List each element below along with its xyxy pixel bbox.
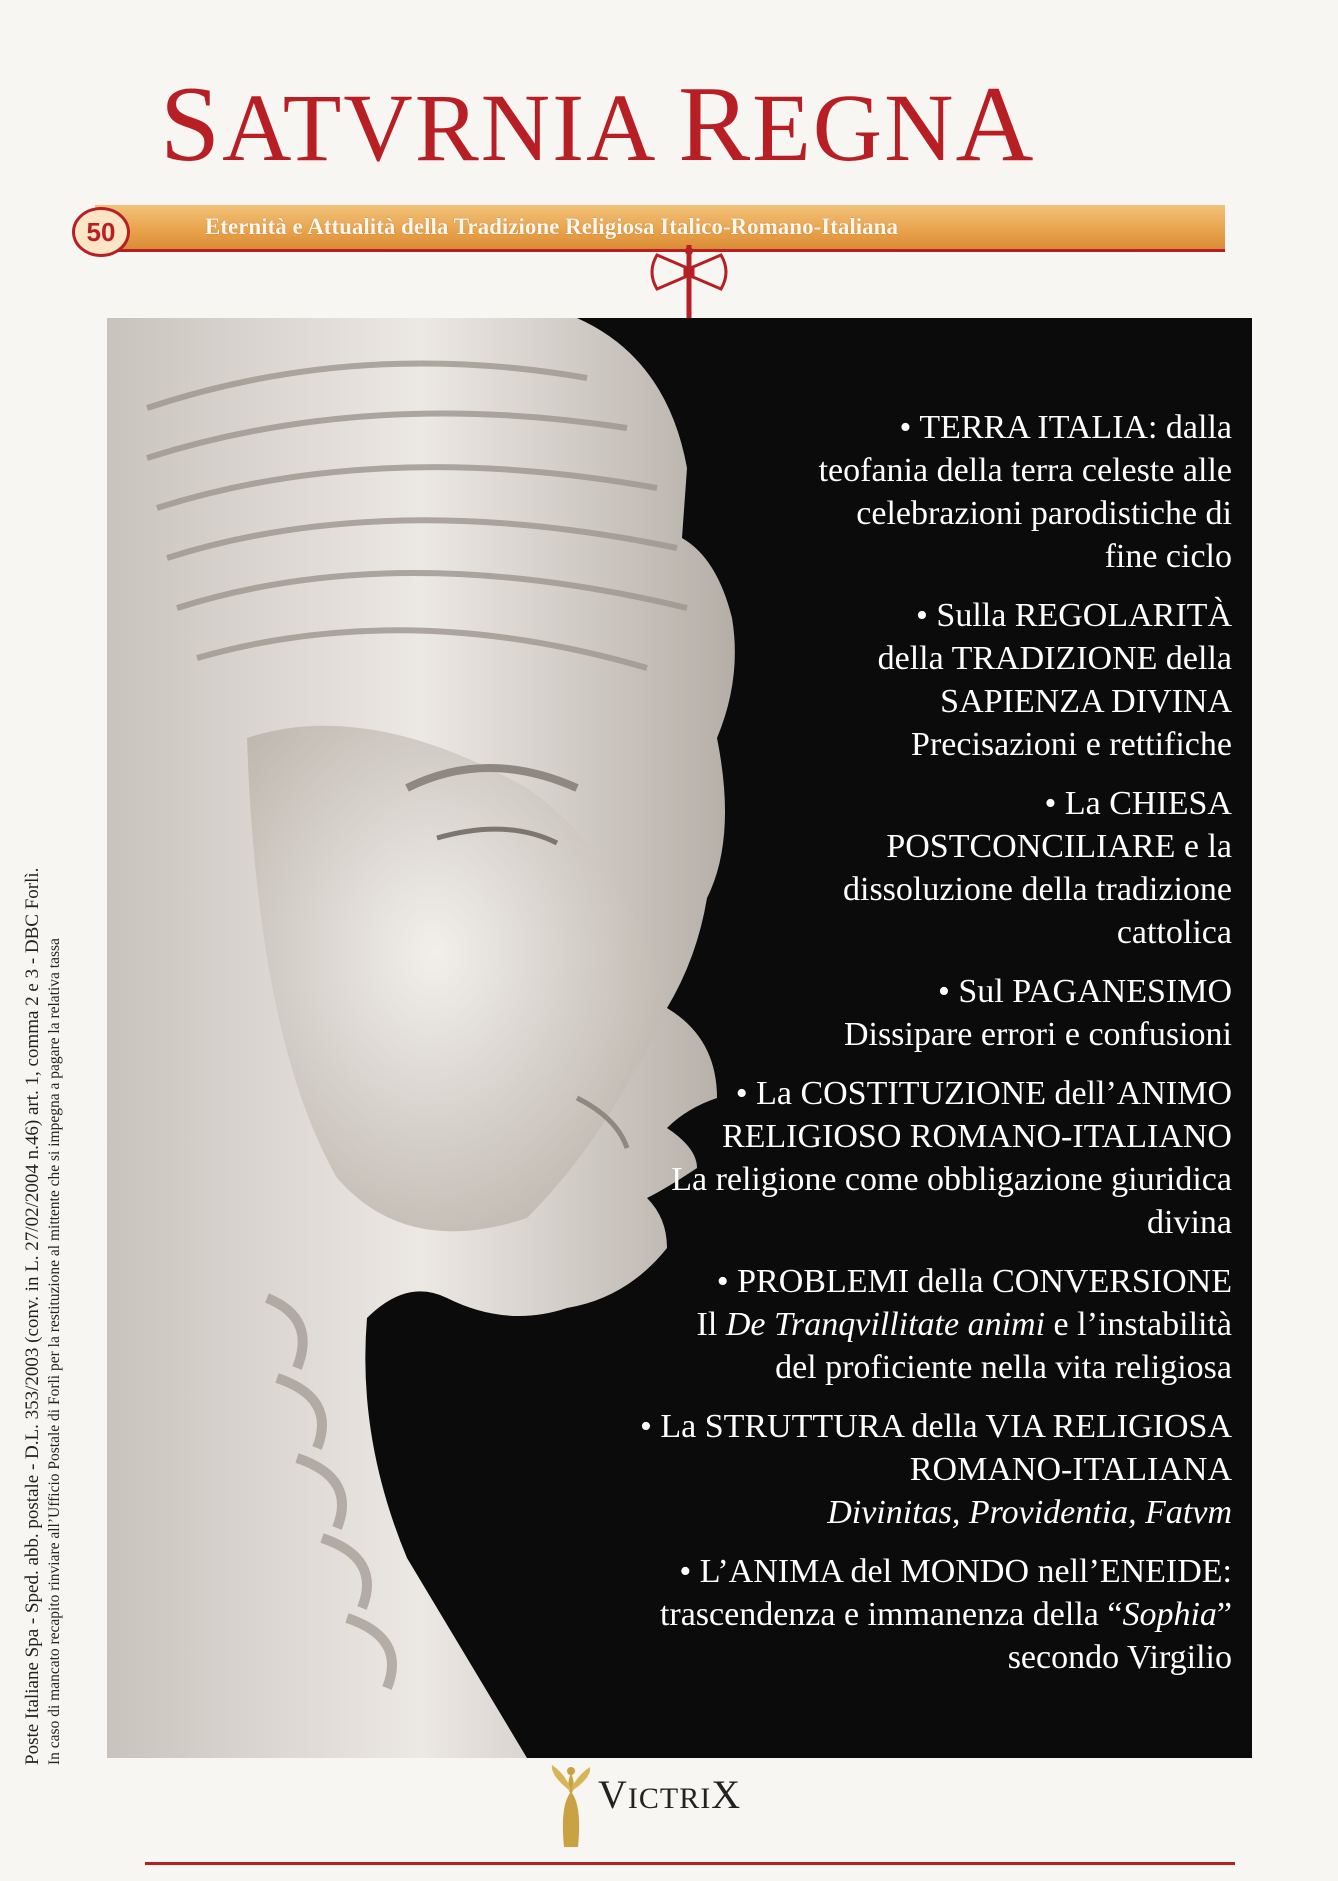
toc-line [472,594,1232,637]
toc-italic-text: De Tranqvillitate animi [725,1306,1046,1343]
toc-line [472,1201,1232,1244]
cover-panel [107,318,1252,1758]
toc-text: Dissipare errori e confusioni [843,1016,1232,1053]
toc-line [472,782,1232,825]
magazine-title [160,55,1220,195]
publisher-letter-x: X [711,1772,742,1817]
toc-text: • TERRA ITALIA: dalla [899,409,1232,446]
issue-number-badge: 50 [72,207,130,257]
toc-text: cattolica [1116,914,1232,951]
title-part-2: EGN [752,74,956,181]
toc-item [472,1072,1232,1244]
toc-text: La religione come obbligazione giuridica [671,1161,1232,1198]
winged-victory-icon [548,1763,594,1849]
publisher-mid: ICTRI [627,1782,712,1815]
bottom-rule [145,1862,1235,1865]
toc-line [472,1260,1232,1303]
toc-line [472,406,1232,449]
title-letter-r: R [678,65,753,184]
toc-text: POSTCONCILIARE e la [886,828,1232,865]
toc-line [472,868,1232,911]
toc-line [472,1491,1232,1534]
toc-item [472,1260,1232,1389]
toc-text: • La STRUTTURA della VIA RELIGIOSA [639,1408,1232,1445]
publisher-letter-v: V [598,1772,628,1817]
title-part-1: ATVRNIA [222,74,679,181]
toc-line [472,1448,1232,1491]
toc-italic-text: Divinitas, Providentia, Fatvm [827,1494,1232,1531]
toc-line [472,911,1232,954]
toc-text: del proficiente nella vita religiosa [775,1349,1232,1386]
toc-line [472,1550,1232,1593]
toc-line [472,1303,1232,1346]
toc-line [472,637,1232,680]
toc-text: fine ciclo [1104,538,1232,575]
toc-line [472,449,1232,492]
toc-item [472,1405,1232,1534]
toc-text: • L’ANIMA del MONDO nell’ENEIDE: [679,1553,1232,1590]
toc-text: • La CHIESA [1044,785,1232,822]
toc-text: Precisazioni e rettifiche [911,726,1232,763]
postal-line-1: Poste Italiane Spa - Sped. abb. postale - D.L. 353/2003 (conv. in L. 27/02/2004 n.46) art. 1, comma 2 e 3 - DBC Forlì. [22,867,43,1765]
subtitle: Eternità e Attualità della Tradizione Religiosa Italico-Romano-Italiana [205,214,898,239]
publisher-name [598,1760,898,1830]
toc-text: • PROBLEMI della CONVERSIONE [716,1263,1232,1300]
toc-line [472,535,1232,578]
toc-line [472,1593,1232,1636]
toc-text: trascendenza e immanenza della “ [659,1596,1123,1633]
toc-item [472,406,1232,578]
toc-text: dissoluzione della tradizione [843,871,1232,908]
title-letter-a: A [955,65,1036,184]
toc-line [472,825,1232,868]
toc-text: della TRADIZIONE della [877,640,1232,677]
table-of-contents [472,406,1232,1695]
toc-line [472,723,1232,766]
toc-line [472,680,1232,723]
toc-text: SAPIENZA DIVINA [940,683,1232,720]
toc-text: Il [696,1306,726,1343]
toc-text: • La COSTITUZIONE dell’ANIMO [735,1075,1232,1112]
toc-text: • Sulla REGOLARITÀ [916,597,1232,634]
toc-line [472,1636,1232,1679]
double-axe-icon [645,245,733,325]
toc-text: divina [1147,1204,1232,1241]
toc-text: e l’instabilità [1045,1306,1232,1343]
toc-item [472,1550,1232,1679]
toc-text: RELIGIOSO ROMANO-ITALIANO [721,1118,1232,1155]
toc-item [472,594,1232,766]
toc-text: secondo Virgilio [1007,1639,1232,1676]
toc-line [472,1405,1232,1448]
toc-line [472,1013,1232,1056]
toc-line [472,1072,1232,1115]
toc-text: • Sul PAGANESIMO [937,973,1232,1010]
toc-text: teofania della terra celeste alle [818,452,1232,489]
toc-item [472,782,1232,954]
toc-item [472,970,1232,1056]
toc-line [472,1346,1232,1389]
toc-text: ROMANO-ITALIANA [909,1451,1232,1488]
toc-text: ” [1216,1596,1232,1633]
toc-line [472,492,1232,535]
toc-line [472,970,1232,1013]
postal-notice [22,615,82,1765]
toc-text: celebrazioni parodistiche di [856,495,1232,532]
toc-line [472,1158,1232,1201]
toc-italic-text: Sophia [1122,1596,1217,1633]
toc-line [472,1115,1232,1158]
postal-line-2: In caso di mancato recapito rinviare all’Ufficio Postale di Forlì per la restituzione al mittente che si impegna a pagare la relativa tassa [46,938,63,1765]
title-letter-s: S [160,65,223,184]
